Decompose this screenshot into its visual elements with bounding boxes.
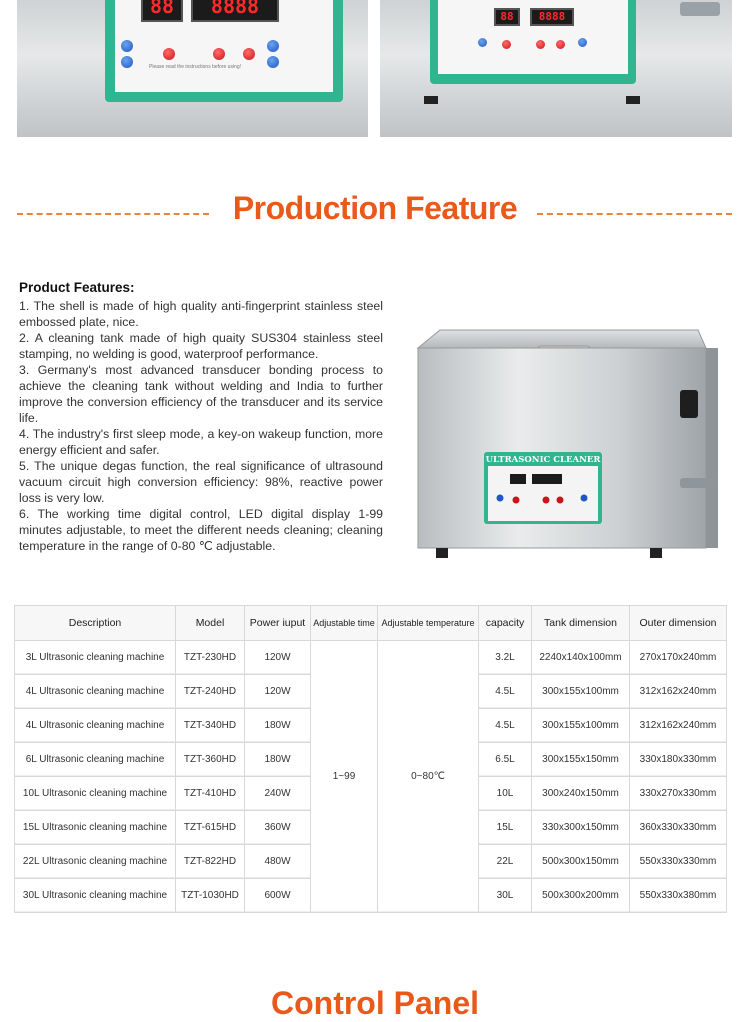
cell-description: 3L Ultrasonic cleaning machine [15, 641, 176, 675]
control-panel-face [115, 0, 333, 92]
cell-outer: 330x270x330mm [630, 777, 727, 811]
cell-model: TZT-410HD [176, 777, 245, 811]
cell-capacity: 3.2L [479, 641, 532, 675]
up-button-left[interactable] [121, 40, 133, 52]
cell-capacity: 30L [479, 879, 532, 913]
cell-capacity: 10L [479, 777, 532, 811]
cell-description: 10L Ultrasonic cleaning machine [15, 777, 176, 811]
cell-outer: 550x330x330mm [630, 845, 727, 879]
col-temperature: Adjustable temperature [378, 606, 479, 641]
cell-model: TZT-360HD [176, 743, 245, 777]
heat-button[interactable] [243, 48, 255, 60]
cell-outer: 360x330x330mm [630, 811, 727, 845]
led-display-large-right: 8888 [530, 8, 574, 26]
product-features [19, 280, 383, 554]
up-button-r[interactable] [478, 38, 487, 47]
cell-capacity: 22L [479, 845, 532, 879]
cell-description: 6L Ultrasonic cleaning machine [15, 743, 176, 777]
col-description: Description [15, 606, 176, 641]
cell-model: TZT-240HD [176, 675, 245, 709]
cell-power: 240W [245, 777, 311, 811]
cell-power: 600W [245, 879, 311, 913]
cell-tank: 300x155x100mm [532, 675, 630, 709]
cell-power: 360W [245, 811, 311, 845]
cell-description: 4L Ultrasonic cleaning machine [15, 709, 176, 743]
machine-foot [626, 96, 640, 104]
drain-valve [680, 2, 720, 16]
cell-tank: 500x300x200mm [532, 879, 630, 913]
led-display-small-right: 88 [494, 8, 520, 26]
feature-item: 2. A cleaning tank made of high quaity SUS304 stainless steel stamping, no welding is good, waterproof performance. [19, 331, 383, 361]
cell-time: 1~99 [311, 641, 378, 913]
cell-temperature: 0~80℃ [378, 641, 479, 913]
cell-description: 22L Ultrasonic cleaning machine [15, 845, 176, 879]
cell-power: 180W [245, 743, 311, 777]
col-outer: Outer dimension [630, 606, 727, 641]
start-button[interactable] [163, 48, 175, 60]
degas-button-r[interactable] [536, 40, 545, 49]
cell-model: TZT-822HD [176, 845, 245, 879]
cell-tank: 300x155x100mm [532, 709, 630, 743]
down-button-left[interactable] [121, 56, 133, 68]
cell-tank: 2240x140x100mm [532, 641, 630, 675]
title-divider-right [537, 213, 732, 215]
led-display-large: 8888 [191, 0, 279, 22]
cell-description: 4L Ultrasonic cleaning machine [15, 675, 176, 709]
machine-label: ULTRASONIC CLEANER [485, 455, 601, 465]
cell-power: 180W [245, 709, 311, 743]
feature-item: 5. The unique degas function, the real significance of ultrasound vacuum circuit high conversion efficiency: 98%, reactive power loss is very low. [19, 459, 383, 505]
cell-description: 15L Ultrasonic cleaning machine [15, 811, 176, 845]
cell-model: TZT-615HD [176, 811, 245, 845]
features-heading: Product Features: [19, 280, 135, 295]
col-tank: Tank dimension [532, 606, 630, 641]
feature-item: 3. Germany's most advanced transducer bonding process to achieve the cleaning tank without welding and India to further improve the conversion efficiency of the transducer and its service life. [19, 363, 383, 425]
panel-caption: Please read the instructions before using! [149, 64, 241, 70]
cell-model: TZT-340HD [176, 709, 245, 743]
start-button-r[interactable] [502, 40, 511, 49]
col-capacity: capacity [479, 606, 532, 641]
cell-outer: 330x180x330mm [630, 743, 727, 777]
next-section-title: Control Panel [270, 985, 479, 1021]
cell-description: 30L Ultrasonic cleaning machine [15, 879, 176, 913]
feature-item: 1. The shell is made of high quality anti-fingerprint stainless steel embossed plate, nice. [19, 299, 383, 329]
cell-tank: 330x300x150mm [532, 811, 630, 845]
cell-model: TZT-1030HD [176, 879, 245, 913]
cell-power: 480W [245, 845, 311, 879]
cell-capacity: 4.5L [479, 675, 532, 709]
cell-model: TZT-230HD [176, 641, 245, 675]
down-button-right[interactable] [267, 56, 279, 68]
cell-capacity: 4.5L [479, 709, 532, 743]
cell-capacity: 15L [479, 811, 532, 845]
product-photo-left [17, 0, 368, 137]
col-time: Adjustable time [311, 606, 378, 641]
cell-tank: 500x300x150mm [532, 845, 630, 879]
heat-button-r[interactable] [556, 40, 565, 49]
cell-outer: 270x170x240mm [630, 641, 727, 675]
spec-table [14, 605, 727, 913]
machine-foot [424, 96, 438, 104]
feature-item: 4. The industry's first sleep mode, a key-on wakeup function, more energy efficient and safer. [19, 427, 383, 457]
product-photo-right [380, 0, 732, 137]
down-button-r[interactable] [578, 38, 587, 47]
cell-capacity: 6.5L [479, 743, 532, 777]
section-title: Production Feature [232, 190, 518, 226]
control-panel-face-right [438, 0, 628, 74]
cell-power: 120W [245, 675, 311, 709]
led-display-small: 88 [141, 0, 183, 22]
ultrasonic-cleaner-illustration [410, 328, 728, 560]
cell-outer: 312x162x240mm [630, 709, 727, 743]
cell-tank: 300x240x150mm [532, 777, 630, 811]
cell-outer: 550x330x380mm [630, 879, 727, 913]
feature-item: 6. The working time digital control, LED digital display 1-99 minutes adjustable, to meet the different needs cleaning; cleaning temperature in the range of 0-80 ℃ adjustable. [19, 507, 383, 553]
degas-button[interactable] [213, 48, 225, 60]
cell-outer: 312x162x240mm [630, 675, 727, 709]
up-button-right[interactable] [267, 40, 279, 52]
table-header-row [15, 606, 727, 641]
col-power: Power iuput [245, 606, 311, 641]
cell-tank: 300x155x150mm [532, 743, 630, 777]
col-model: Model [176, 606, 245, 641]
cell-power: 120W [245, 641, 311, 675]
table-row [15, 641, 727, 675]
machine-svg [410, 328, 728, 560]
